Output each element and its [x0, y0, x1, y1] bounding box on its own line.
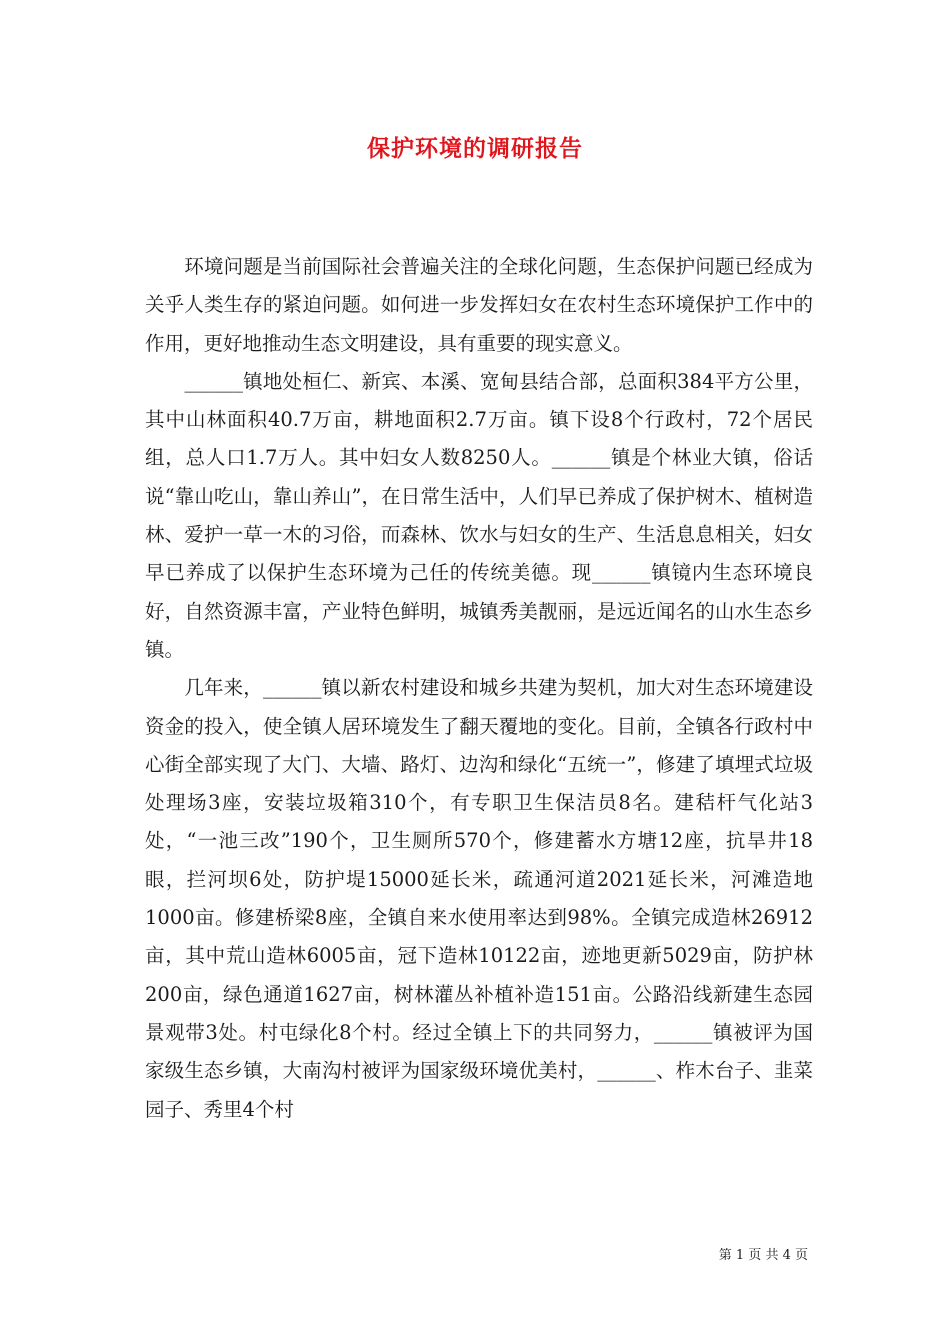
- page-number: 第 1 页 共 4 页: [718, 1248, 808, 1263]
- paragraph: 几年来，______镇以新农村建设和城乡共建为契机，加大对生态环境建设资金的投入，使全镇人居环境发生了翻天覆地的变化。目前，全镇各行政村中心街全部实现了大门、大墙、路灯、边沟和绿化“五统一”，修建了填埋式垃圾处理场3座，安装垃圾箱310个，有专职卫生保洁员8名。建秸杆气化站3处，“一池三改”190个，卫生厕所570个，修建蓄水方塘12座，抗旱井18眼，拦河坝6处，防护堤15000延长米，疏通河道2021延长米，河滩造地1000亩。修建桥梁8座，全镇自来水使用率达到98%。全镇完成造林26912亩，其中荒山造林6005亩，冠下造林10122亩，迹地更新5029亩，防护林200亩，绿色通道1627亩，树林灌丛补植补造151亩。公路沿线新建生态园景观带3处。村屯绿化8个村。经过全镇上下的共同努力，______镇被评为国家级生态乡镇，大南沟村被评为国家级环境优美村，______、柞木台子、韭菜园子、秀里4个村: [145, 676, 813, 1121]
- document-title: 保护环境的调研报告: [367, 135, 583, 162]
- paragraph: 环境问题是当前国际社会普遍关注的全球化问题，生态保护问题已经成为关乎人类生存的紧迫问题。如何进一步发挥妇女在农村生态环境保护工作中的作用，更好地推动生态文明建设，具有重要的现实意义。: [145, 255, 813, 355]
- paragraph: ______镇地处桓仁、新宾、本溪、宽甸县结合部，总面积384平方公里，其中山林面积40.7万亩，耕地面积2.7万亩。镇下设8个行政村，72个居民组，总人口1.7万人。其中妇女人数8250人。______镇是个林业大镇，俗话说“靠山吃山，靠山养山”，在日常生活中，人们早已养成了保护树木、植树造林、爱护一草一木的习俗，而森林、饮水与妇女的生产、生活息息相关，妇女早已养成了以保护生态环境为己任的传统美德。现______镇镜内生态环境良好，自然资源丰富，产业特色鲜明，城镇秀美靓丽，是远近闻名的山水生态乡镇。: [145, 369, 813, 661]
- document-body: [145, 248, 813, 1129]
